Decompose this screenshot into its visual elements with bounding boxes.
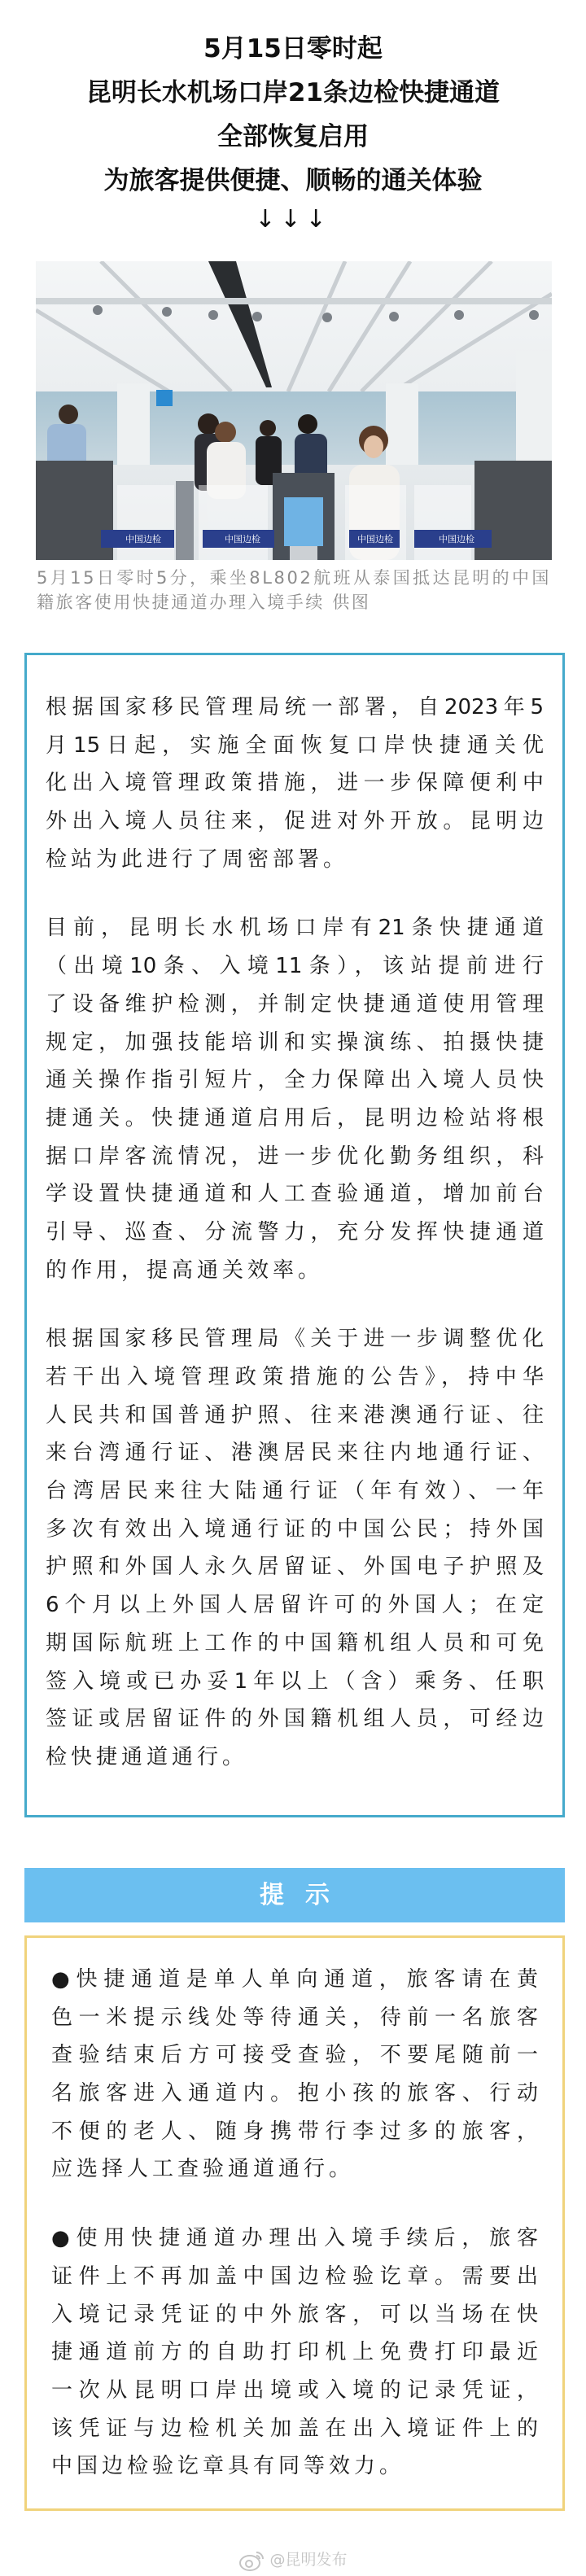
headline-line: 昆明长水机场口岸21条边检快捷通道: [85, 78, 501, 107]
text-line: 目前，昆明长水机场口岸有21条快捷通道: [46, 916, 544, 941]
text-line: 捷通道前方的自助打印机上免费打印最近: [51, 2340, 538, 2365]
text-line: 捷通关。快捷通道启用后，昆明边检站将根: [46, 1105, 544, 1131]
headline-line: 全部恢复启用: [217, 122, 369, 151]
headline-line: 为旅客提供便捷、顺畅的通关体验: [103, 166, 483, 195]
text-line: 根据国家移民管理局统一部署，自2023年5: [46, 695, 544, 719]
paragraph: [46, 909, 544, 1289]
down-arrows-icon: ↓↓↓: [255, 205, 331, 234]
text-line: 学设置快捷通道和人工查验通道，增加前台: [46, 1182, 544, 1207]
headline-line: 5月15日零时起: [203, 34, 383, 63]
text-line: 签入境或已办妥1年以上（含）乘务、任职: [46, 1668, 544, 1694]
text-line: 据口岸客流情况，进一步优化勤务组织，科: [46, 1144, 544, 1169]
paragraph: [51, 1961, 538, 2189]
tips-header: 提示: [24, 1868, 565, 1922]
text-line: 化出入境管理政策措施，进一步保障便利中: [46, 771, 544, 796]
news-photo: [36, 261, 552, 560]
text-line: 的作用，提高通关效率。: [46, 1257, 324, 1283]
weibo-icon: [238, 2549, 266, 2572]
text-line: 中国边检验讫章具有同等效力。: [51, 2454, 405, 2479]
text-line: 不便的老人、随身携带行李过多的旅客，: [51, 2119, 538, 2144]
text-line: 名旅客进入通道内。抱小孩的旅客、行动: [51, 2081, 538, 2106]
text-line: 了设备维护检测，并制定快捷通道使用管理: [46, 991, 544, 1017]
paragraph: [51, 2220, 538, 2486]
tips-box: [24, 1935, 565, 2511]
article-body-box: [24, 653, 565, 1817]
text-line: 6个月以上外国人居留许可的外国人；在定: [46, 1593, 544, 1618]
watermark: [0, 2546, 586, 2574]
text-line: 通关操作指引短片，全力保障出入境人员快: [46, 1068, 544, 1093]
text-line: 查验结束后方可接受查验，不要尾随前一: [51, 2043, 538, 2068]
text-line: 规定，加强技能培训和实操演练、拍摄快捷: [46, 1030, 544, 1055]
text-line: 应选择人工查验通道通行。: [51, 2157, 355, 2182]
text-line: 台湾居民来往大陆通行证（年有效）、一年: [46, 1479, 544, 1504]
caption-line: 5月15日零时5分，乘坐8L802航班从泰国抵达昆明的中国: [37, 568, 551, 588]
text-line: （出境10条、入境11条），该站提前进行: [46, 954, 544, 979]
text-line: 色一米提示线处等待通关，待前一名旅客: [51, 2005, 538, 2030]
photo-caption: [37, 566, 551, 614]
gate-sign-text: 中国边检: [125, 534, 161, 545]
text-line: 该凭证与边检机关加盖在出入境证件上的: [51, 2416, 538, 2441]
text-line: 人民共和国普通护照、往来港澳通行证、往: [46, 1402, 544, 1428]
text-line: 护照和外国人永久居留证、外国电子护照及: [46, 1555, 544, 1580]
text-line: 签证或居留证件的外国籍机组人员，可经边: [46, 1707, 544, 1732]
watermark-text: @昆明发布: [269, 2551, 348, 2569]
text-line: 检快捷通道通行。: [46, 1744, 248, 1769]
tips-body: [51, 1961, 538, 2517]
text-line: 月15日起，实施全面恢复口岸快捷通关优: [46, 733, 544, 758]
text-line: 来台湾通行证、港澳居民来往内地通行证、: [46, 1441, 544, 1466]
gate-sign-text: 中国边检: [225, 534, 260, 545]
text-line: 期国际航班上工作的中国籍机组人员和可免: [46, 1630, 544, 1655]
gate-sign-text: 中国边检: [439, 534, 474, 545]
paragraph: [46, 689, 544, 878]
text-line: 若干出入境管理政策措施的公告》，持中华: [46, 1365, 544, 1389]
text-line: 入境记录凭证的中外旅客，可以当场在快: [51, 2302, 538, 2327]
gate-sign-text: 中国边检: [357, 534, 393, 545]
caption-line: 籍旅客使用快捷通道办理入境手续 供图: [37, 593, 371, 612]
text-line: 检站为此进行了周密部署。: [46, 846, 349, 872]
text-line: ●快捷通道是单人单向通道，旅客请在黄: [51, 1967, 538, 1992]
text-line: 外出入境人员往来，促进对外开放。昆明边: [46, 809, 544, 834]
text-line: 多次有效出入境通行证的中国公民；持外国: [46, 1516, 544, 1542]
text-line: 引导、巡查、分流警力，充分发挥快捷通道: [46, 1219, 544, 1244]
text-line: 证件上不再加盖中国边检验讫章。需要出: [51, 2263, 538, 2289]
text-line: 一次从昆明口岸出境或入境的记录凭证，: [51, 2377, 538, 2403]
headline: [0, 27, 586, 203]
airport-gates-photo: [36, 261, 552, 560]
paragraph: [46, 1320, 544, 1776]
text-line: ●使用快捷通道办理出入境手续后，旅客: [51, 2226, 538, 2251]
text-line: 根据国家移民管理局《关于进一步调整优化: [46, 1327, 544, 1352]
article-body: [46, 689, 544, 1808]
